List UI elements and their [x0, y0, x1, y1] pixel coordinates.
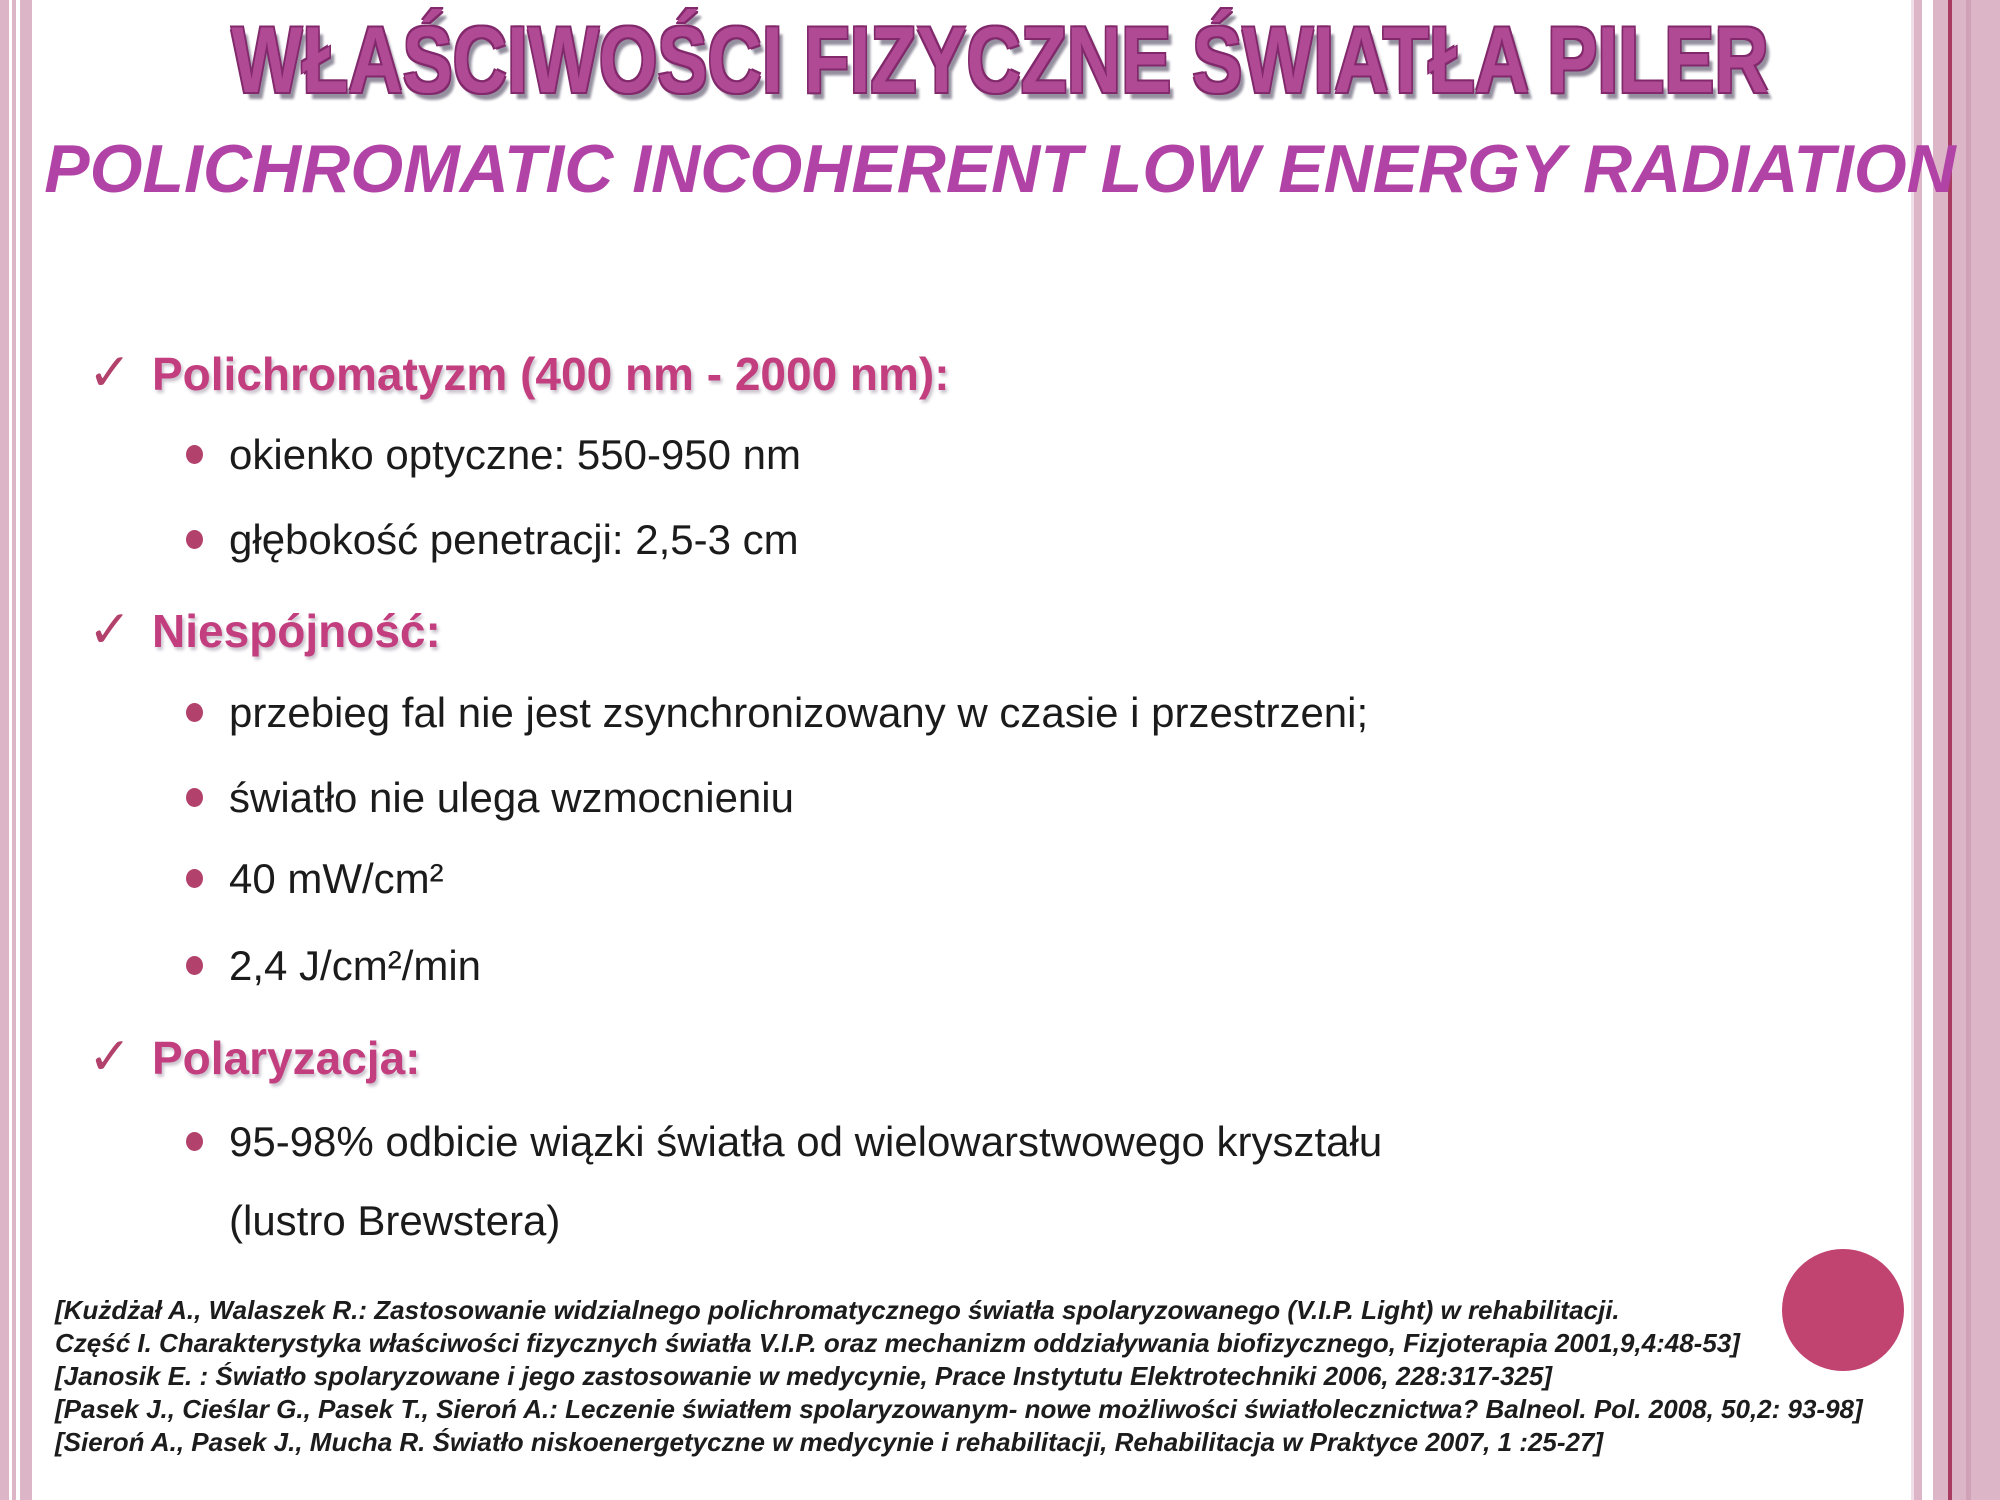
bullet-item	[186, 1117, 1382, 1167]
section-heading-polaryzacja	[88, 1030, 420, 1086]
reference-line: [Pasek J., Cieślar G., Pasek T., Sieroń A.: Leczenie światłem spolaryzowanym- nowe możliwości światłolecznictwa? Balneol. Pol. 2008, 50,2: 93-98]	[55, 1394, 1863, 1424]
slide-title: WŁAŚCIWOŚCI FIZYCZNE ŚWIATŁA PILER	[231, 7, 1769, 112]
left-border-stripes	[0, 0, 32, 1500]
decorative-circle	[1782, 1249, 1904, 1371]
bullet-item	[186, 773, 794, 823]
bullet-dot-icon	[186, 445, 203, 464]
checkmark-icon: ✓	[88, 601, 132, 659]
bullet-item-label: przebieg fal nie jest zsynchronizowany w czasie i przestrzeni;	[229, 689, 1369, 736]
section-heading-polichromatyzm	[88, 346, 950, 402]
section-heading-label: Niespójność:	[152, 605, 441, 657]
bullet-item-label: głębokość penetracji: 2,5-3 cm	[229, 516, 799, 563]
bullet-item-label: (lustro Brewstera)	[229, 1197, 561, 1244]
bullet-item-label: okienko optyczne: 550-950 nm	[229, 431, 802, 478]
bullet-item	[186, 688, 1368, 738]
bullet-dot-icon	[186, 869, 203, 888]
bullet-item	[186, 941, 481, 991]
checkmark-icon: ✓	[88, 344, 132, 402]
reference-line: Część I. Charakterystyka właściwości fizycznych światła V.I.P. oraz mechanizm oddziaływania biofizycznego, Fizjoterapia 2001,9,4:48-53]	[55, 1328, 1740, 1358]
bullet-dot-icon	[186, 530, 203, 549]
bullet-item	[186, 515, 799, 565]
bullet-dot-icon	[186, 956, 203, 975]
right-border-stripes	[1911, 0, 2000, 1500]
references-block	[55, 1294, 1863, 1459]
bullet-item	[186, 430, 801, 480]
bullet-dot-icon	[186, 788, 203, 807]
bullet-item-label: światło nie ulega wzmocnieniu	[229, 774, 794, 821]
bullet-item	[186, 854, 444, 904]
reference-line: [Kużdżał A., Walaszek R.: Zastosowanie widzialnego polichromatycznego światła spolaryzowanego (V.I.P. Light) w rehabilitacji.	[55, 1295, 1620, 1325]
reference-line: [Janosik E. : Światło spolaryzowane i jego zastosowanie w medycynie, Prace Instytutu Elektrotechniki 2006, 228:317-325]	[55, 1361, 1552, 1391]
reference-line: [Sieroń A., Pasek J., Mucha R. Światło niskoenergetyczne w medycynie i rehabilitacji, Rehabilitacja w Praktyce 2007, 1 :25-27]	[55, 1427, 1604, 1457]
section-heading-label: Polichromatyzm (400 nm - 2000 nm):	[152, 348, 950, 400]
bullet-dot-icon	[186, 1132, 203, 1151]
bullet-item-label: 95-98% odbicie wiązki światła od wielowarstwowego kryształu	[229, 1118, 1383, 1165]
section-heading-niespojnosc	[88, 603, 441, 659]
bullet-item-label: 2,4 J/cm²/min	[229, 942, 482, 989]
bullet-dot-icon	[186, 703, 203, 722]
section-heading-label: Polaryzacja:	[152, 1032, 421, 1084]
slide-subtitle: POLICHROMATIC INCOHERENT LOW ENERGY RADIATION	[44, 131, 1956, 207]
checkmark-icon: ✓	[88, 1028, 132, 1086]
bullet-item-label: 40 mW/cm²	[229, 855, 444, 902]
bullet-item-continuation	[229, 1196, 560, 1246]
